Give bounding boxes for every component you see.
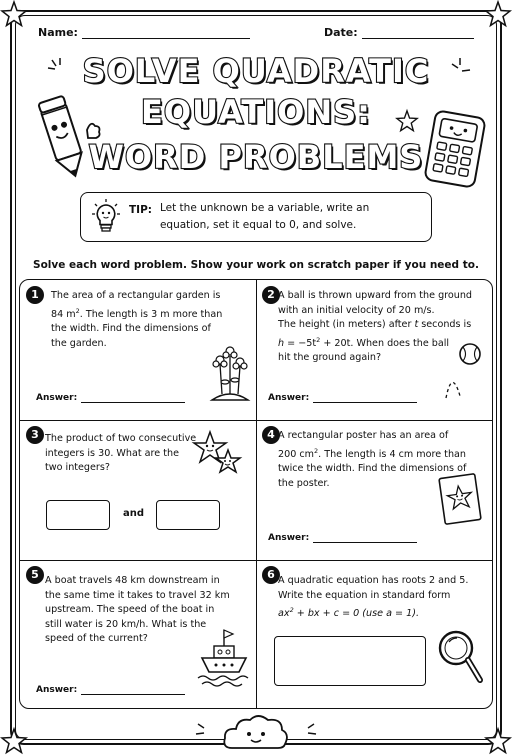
star-icon [1, 728, 27, 754]
boat-icon [198, 628, 250, 688]
problem-number: 6 [262, 566, 280, 584]
answer-box-2[interactable] [156, 500, 220, 530]
answer-box[interactable] [274, 636, 426, 686]
problem-4 [256, 420, 494, 560]
name-field[interactable] [38, 26, 250, 39]
problem-number: 2 [262, 286, 280, 304]
name-line-rule[interactable] [82, 27, 250, 39]
star-icon [485, 1, 511, 27]
problem-number: 3 [26, 426, 44, 444]
pencil-mascot-icon [32, 92, 106, 184]
problems-grid [19, 279, 493, 709]
cloud-mascot-icon [222, 712, 290, 752]
problem-2 [256, 280, 494, 420]
answer-field[interactable]: Answer: [268, 533, 417, 543]
tip-text: Let the unknown be a variable, write an equation, set it equal to 0, and solve. [159, 202, 370, 231]
stars-icon [192, 430, 244, 480]
page-title-line3: WORD PROBLEMS [88, 138, 424, 176]
poster-star-icon [436, 472, 484, 526]
problem-text: A ball is thrown upward from the ground with an initial velocity of 20 m/s. The height (in meters) after t seconds is $h = -5t^2 + 20t$. When does the ball hit the ground again? [278, 290, 473, 364]
name-label: Name: [38, 26, 78, 39]
answer-field[interactable]: Answer: [36, 393, 185, 403]
calculator-mascot-icon [424, 110, 486, 188]
problem-number: 5 [26, 566, 44, 584]
baseball-icon [442, 342, 484, 400]
and-label: and [123, 508, 145, 519]
answer-field[interactable]: Answer: [36, 685, 185, 695]
sparkle-icon [448, 58, 472, 82]
problem-text: A quadratic equation has roots 2 and 5. Write the equation in standard form $ax^2$ + bx + c = 0 (use a = 1). [278, 575, 469, 620]
problem-6 [256, 560, 494, 710]
star-icon [1, 1, 27, 27]
sparkle-icon [48, 58, 68, 78]
problem-text: The area of a rectangular garden is 84 $m^2$. The length is 3 m more than the width. Find the dimensions of the garden. [51, 290, 223, 349]
problem-5 [20, 560, 256, 710]
problem-number: 4 [262, 426, 280, 444]
sparkle-icon [296, 722, 316, 740]
problem-3 [20, 420, 256, 560]
magnifier-icon [436, 628, 484, 686]
answer-field[interactable]: Answer: [268, 393, 417, 403]
star-icon [396, 110, 418, 132]
date-line-rule[interactable] [362, 27, 474, 39]
problem-text: A boat travels 48 km downstream in the same time it takes to travel 32 km upstream. The speed of the boat in still water is 20 km/h. What is the speed of the current? [45, 575, 230, 644]
problem-text: A rectangular poster has an area of 200 $cm^2$. The length is 4 cm more than twice the width. Find the dimensions of the poster. [278, 430, 467, 489]
page-title-line1: SOLVE QUADRATIC [82, 52, 430, 90]
problem-1 [20, 280, 256, 420]
tip-box [80, 192, 432, 242]
page-title-line2: EQUATIONS: [141, 93, 371, 131]
problem-text: The product of two consecutive integers is 30. What are the two integers? [45, 433, 197, 473]
flowers-icon [210, 342, 250, 404]
instructions: Solve each word problem. Show your work on scratch paper if you need to. [33, 259, 479, 271]
answer-box-1[interactable] [46, 500, 110, 530]
star-icon [485, 728, 511, 754]
lightbulb-icon [91, 199, 121, 235]
date-field[interactable] [324, 26, 474, 39]
problem-number: 1 [26, 286, 44, 304]
tip-label: TIP: [129, 204, 152, 216]
date-label: Date: [324, 26, 358, 39]
sparkle-icon [196, 722, 216, 740]
